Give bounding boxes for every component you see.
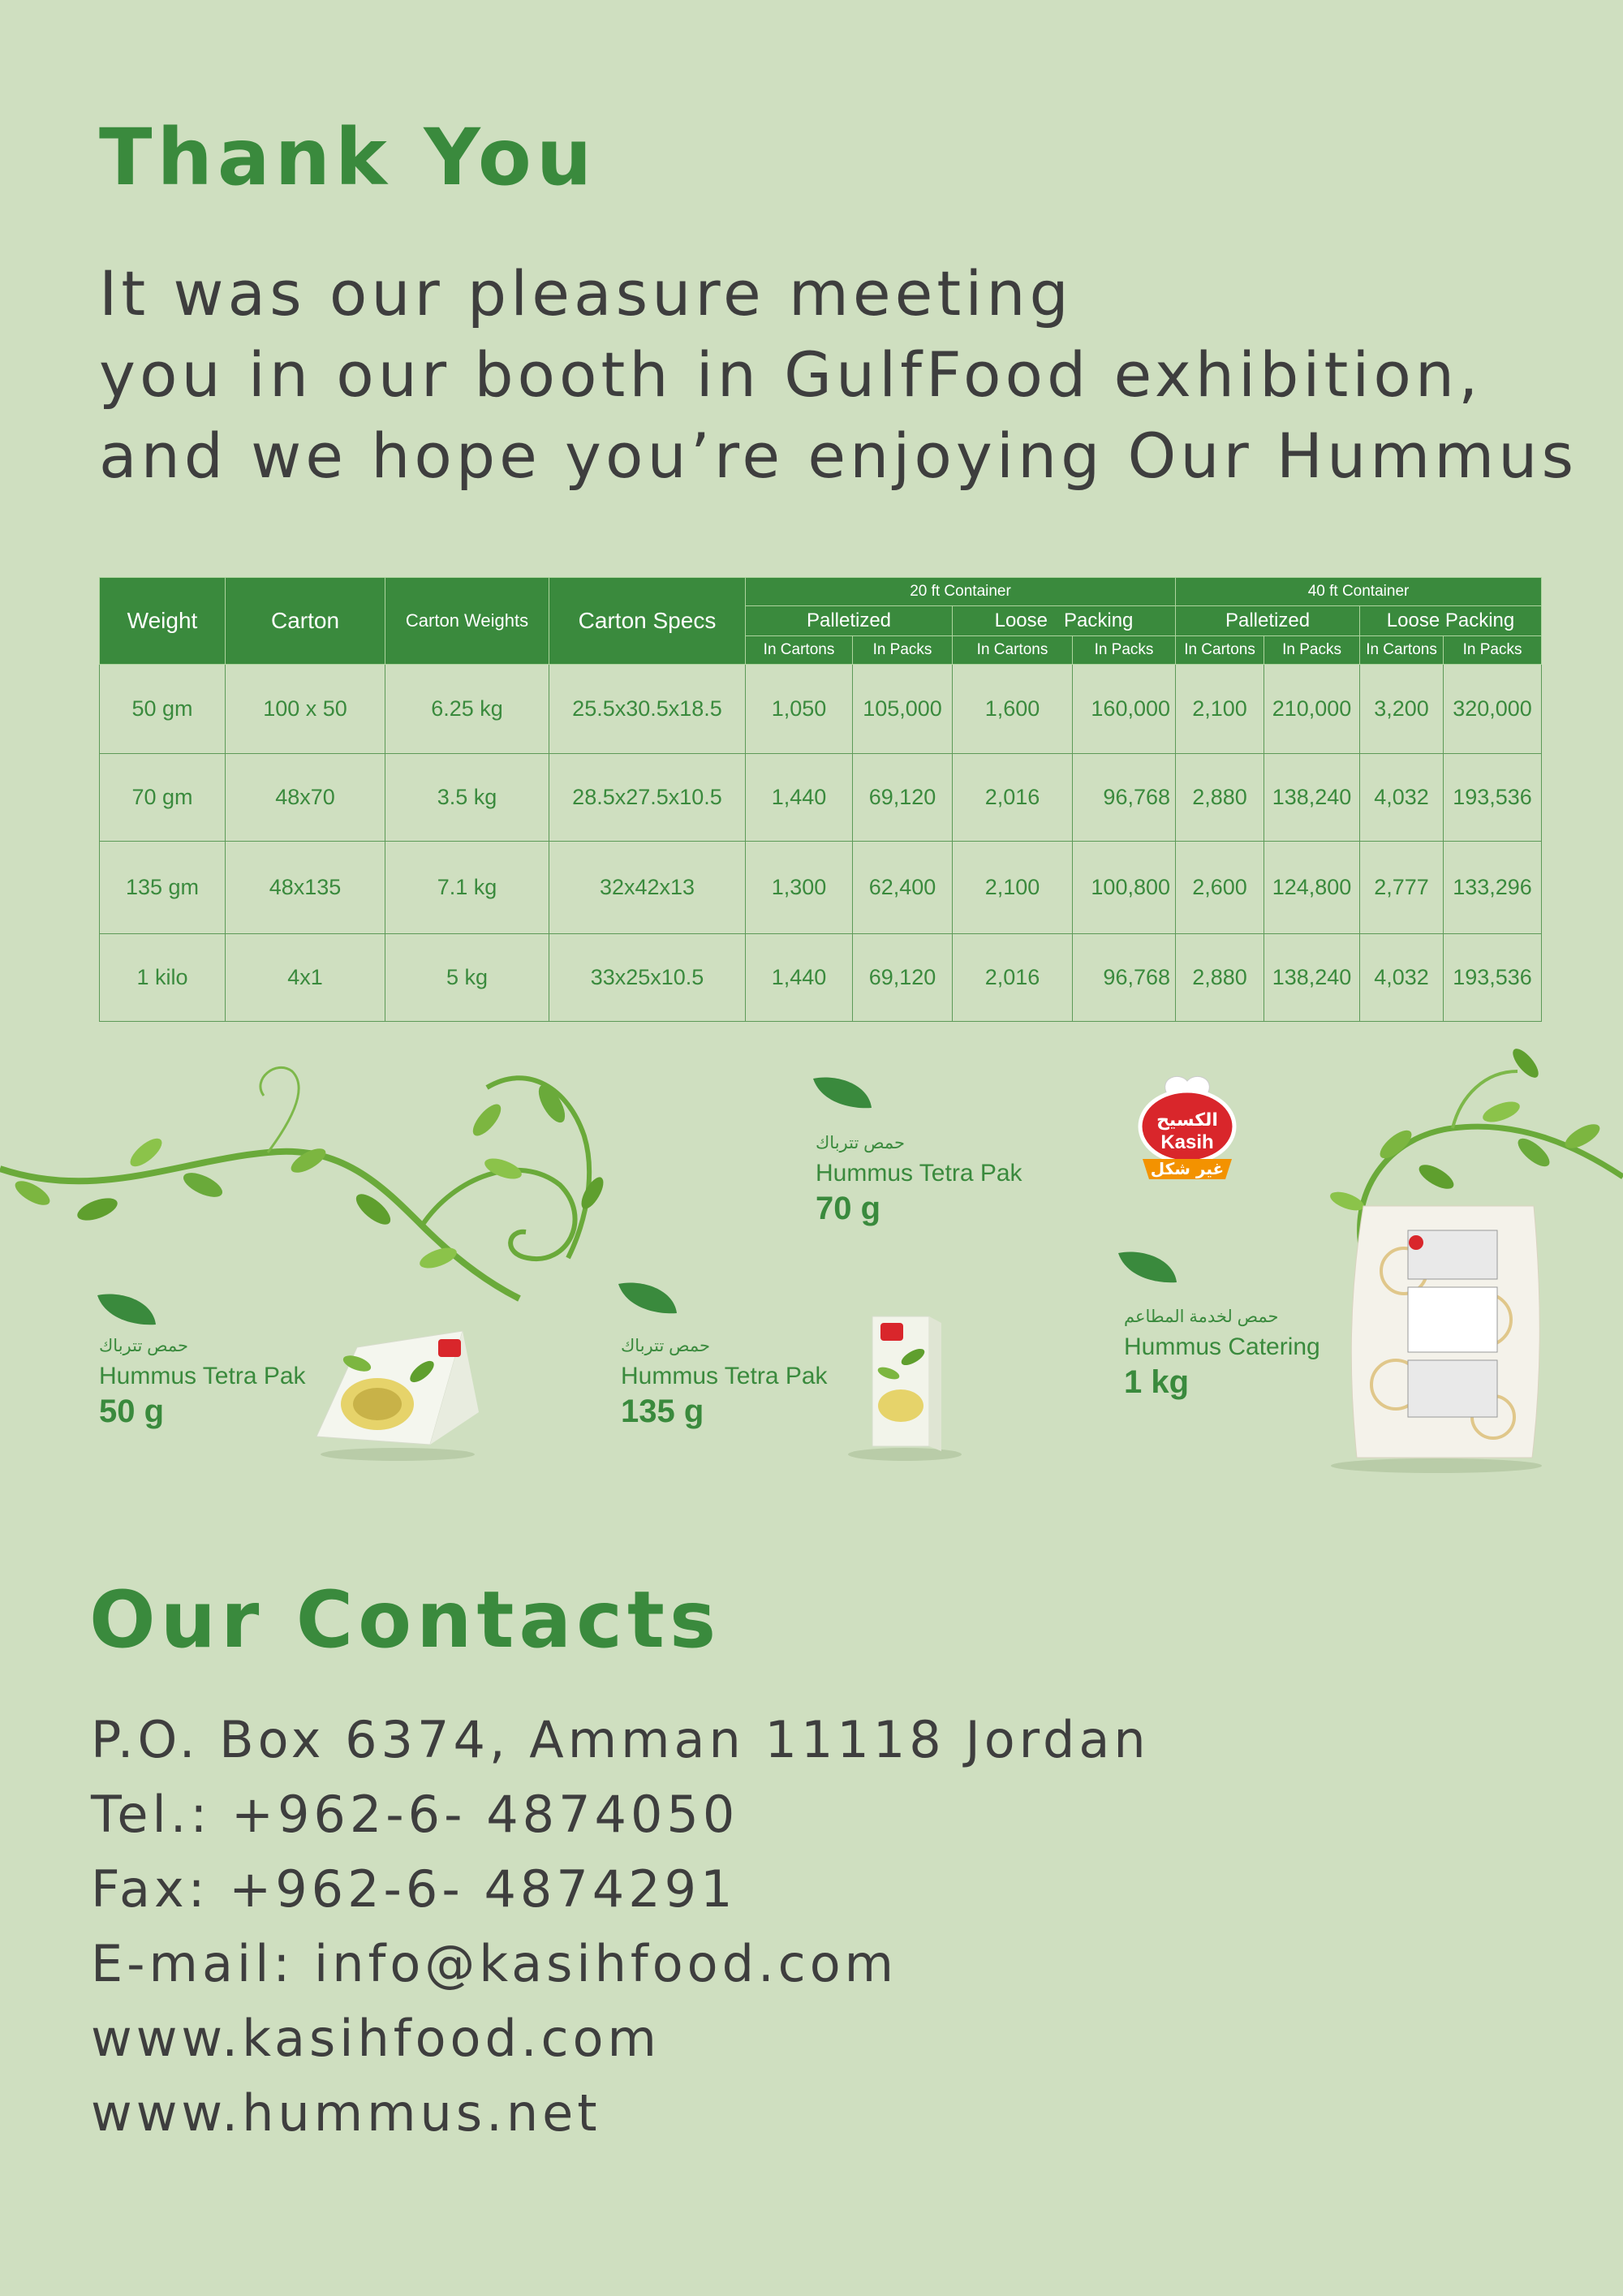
cell-20ft-pal-cartons: 1,440 xyxy=(746,754,853,842)
tetra-pak-135g-image xyxy=(836,1308,974,1462)
cell-carton: 48x135 xyxy=(226,842,385,934)
header-20ft-container: 20 ft Container xyxy=(746,578,1176,606)
table-row xyxy=(100,665,1542,754)
page-title: Thank You xyxy=(99,112,597,203)
cell-20ft-loose-cartons: 2,016 xyxy=(953,754,1073,842)
logo-tagline: غير شكل xyxy=(1150,1159,1225,1178)
leaf-icon xyxy=(1117,1250,1180,1286)
contact-phone: Tel.: +962-6- 4874050 xyxy=(91,1785,739,1844)
contacts-block xyxy=(91,1703,1150,2151)
header-in-cartons: In Cartons xyxy=(746,636,853,665)
cell-40ft-pal-cartons: 2,600 xyxy=(1176,842,1264,934)
product-hummus-catering-1kg xyxy=(1124,1307,1320,1401)
leaf-icon xyxy=(812,1075,875,1111)
cell-specs: 28.5x27.5x10.5 xyxy=(549,754,746,842)
header-weight: Weight xyxy=(100,578,226,665)
cell-carton: 48x70 xyxy=(226,754,385,842)
product-arabic-name: حمص لخدمة المطاعم xyxy=(1124,1307,1279,1326)
cell-40ft-pal-packs: 138,240 xyxy=(1264,754,1360,842)
cell-20ft-pal-cartons: 1,300 xyxy=(746,842,853,934)
header-in-packs: In Packs xyxy=(1264,636,1360,665)
catering-pouch-image xyxy=(1315,1198,1558,1474)
vine-decoration-left xyxy=(0,1055,617,1323)
cell-weight: 70 gm xyxy=(100,754,226,842)
product-weight: 135 g xyxy=(621,1394,704,1429)
kasih-logo xyxy=(1134,1070,1240,1187)
cell-40ft-loose-packs: 193,536 xyxy=(1444,754,1542,842)
header-40ft-container: 40 ft Container xyxy=(1176,578,1542,606)
cell-weight: 135 gm xyxy=(100,842,226,934)
cell-20ft-pal-packs: 105,000 xyxy=(853,665,953,754)
header-carton: Carton xyxy=(226,578,385,665)
header-in-packs: In Packs xyxy=(853,636,953,665)
cell-40ft-pal-cartons: 2,100 xyxy=(1176,665,1264,754)
header-20ft-loose-packing: Loose Packing xyxy=(953,606,1176,636)
table-row xyxy=(100,842,1542,934)
cell-40ft-loose-packs: 320,000 xyxy=(1444,665,1542,754)
header-40ft-palletized: Palletized xyxy=(1176,606,1360,636)
cell-40ft-pal-packs: 138,240 xyxy=(1264,934,1360,1022)
product-weight: 1 kg xyxy=(1124,1364,1190,1400)
product-name: Hummus Tetra Pak xyxy=(99,1363,306,1389)
cell-carton-weight: 5 kg xyxy=(385,934,549,1022)
leaf-icon xyxy=(96,1292,159,1328)
packaging-specs-table xyxy=(99,577,1542,1022)
header-40ft-loose-packing: Loose Packing xyxy=(1360,606,1542,636)
product-name: Hummus Tetra Pak xyxy=(621,1363,828,1389)
product-name: Hummus Catering xyxy=(1124,1333,1320,1360)
cell-specs: 33x25x10.5 xyxy=(549,934,746,1022)
contact-email[interactable]: E-mail: info@kasihfood.com xyxy=(91,1934,898,1993)
intro-text xyxy=(99,253,1578,497)
cell-40ft-loose-cartons: 4,032 xyxy=(1360,934,1444,1022)
cell-weight: 1 kilo xyxy=(100,934,226,1022)
cell-carton-weight: 7.1 kg xyxy=(385,842,549,934)
cell-20ft-loose-cartons: 2,016 xyxy=(953,934,1073,1022)
logo-arabic: الكسيح xyxy=(1156,1110,1218,1131)
product-tetra-pak-70g xyxy=(816,1133,1022,1227)
contacts-title: Our Contacts xyxy=(89,1574,721,1665)
cell-40ft-loose-cartons: 3,200 xyxy=(1360,665,1444,754)
cell-40ft-loose-cartons: 2,777 xyxy=(1360,842,1444,934)
header-in-packs: In Packs xyxy=(1073,636,1176,665)
tetra-pak-50g-image xyxy=(308,1315,487,1461)
cell-20ft-loose-cartons: 2,100 xyxy=(953,842,1073,934)
contact-website-link[interactable]: www.hummus.net xyxy=(91,2083,601,2143)
cell-20ft-pal-cartons: 1,440 xyxy=(746,934,853,1022)
product-tetra-pak-135g xyxy=(621,1336,828,1430)
header-in-packs: In Packs xyxy=(1444,636,1542,665)
header-carton-weights: Carton Weights xyxy=(385,578,549,665)
product-arabic-name: حمص تترباك xyxy=(816,1134,906,1152)
intro-line: and we hope you’re enjoying Our Hummus xyxy=(99,420,1578,492)
cell-40ft-loose-packs: 193,536 xyxy=(1444,934,1542,1022)
product-weight: 70 g xyxy=(816,1191,881,1226)
cell-20ft-loose-packs: 100,800 xyxy=(1073,842,1176,934)
product-weight: 50 g xyxy=(99,1394,165,1429)
cell-40ft-loose-cartons: 4,032 xyxy=(1360,754,1444,842)
cell-specs: 32x42x13 xyxy=(549,842,746,934)
cell-20ft-pal-packs: 69,120 xyxy=(853,934,953,1022)
product-name: Hummus Tetra Pak xyxy=(816,1160,1022,1187)
cell-20ft-pal-packs: 62,400 xyxy=(853,842,953,934)
cell-carton: 100 x 50 xyxy=(226,665,385,754)
header-20ft-palletized: Palletized xyxy=(746,606,953,636)
cell-weight: 50 gm xyxy=(100,665,226,754)
header-in-cartons: In Cartons xyxy=(1176,636,1264,665)
cell-40ft-loose-packs: 133,296 xyxy=(1444,842,1542,934)
logo-latin: Kasih xyxy=(1160,1131,1214,1153)
product-arabic-name: حمص تترباك xyxy=(99,1337,189,1355)
cell-specs: 25.5x30.5x18.5 xyxy=(549,665,746,754)
contact-address: P.O. Box 6374, Amman 11118 Jordan xyxy=(91,1710,1150,1769)
leaf-icon xyxy=(617,1281,680,1316)
cell-20ft-loose-cartons: 1,600 xyxy=(953,665,1073,754)
cell-20ft-loose-packs: 160,000 xyxy=(1073,665,1176,754)
header-in-cartons: In Cartons xyxy=(1360,636,1444,665)
cell-40ft-pal-packs: 124,800 xyxy=(1264,842,1360,934)
table-row xyxy=(100,754,1542,842)
table-row xyxy=(100,934,1542,1022)
product-tetra-pak-50g xyxy=(99,1336,306,1430)
cell-40ft-pal-cartons: 2,880 xyxy=(1176,754,1264,842)
product-arabic-name: حمص تترباك xyxy=(621,1337,711,1355)
cell-20ft-loose-packs: 96,768 xyxy=(1073,754,1176,842)
cell-40ft-pal-packs: 210,000 xyxy=(1264,665,1360,754)
contact-fax: Fax: +962-6- 4874291 xyxy=(91,1859,737,1919)
intro-line: you in our booth in GulfFood exhibition, xyxy=(99,338,1483,411)
header-carton-specs: Carton Specs xyxy=(549,578,746,665)
cell-carton-weight: 6.25 kg xyxy=(385,665,549,754)
intro-line: It was our pleasure meeting xyxy=(99,257,1073,330)
cell-20ft-pal-cartons: 1,050 xyxy=(746,665,853,754)
cell-20ft-loose-packs: 96,768 xyxy=(1073,934,1176,1022)
cell-40ft-pal-cartons: 2,880 xyxy=(1176,934,1264,1022)
header-in-cartons: In Cartons xyxy=(953,636,1073,665)
cell-carton: 4x1 xyxy=(226,934,385,1022)
cell-20ft-pal-packs: 69,120 xyxy=(853,754,953,842)
cell-carton-weight: 3.5 kg xyxy=(385,754,549,842)
contact-website-link[interactable]: www.kasihfood.com xyxy=(91,2009,661,2068)
